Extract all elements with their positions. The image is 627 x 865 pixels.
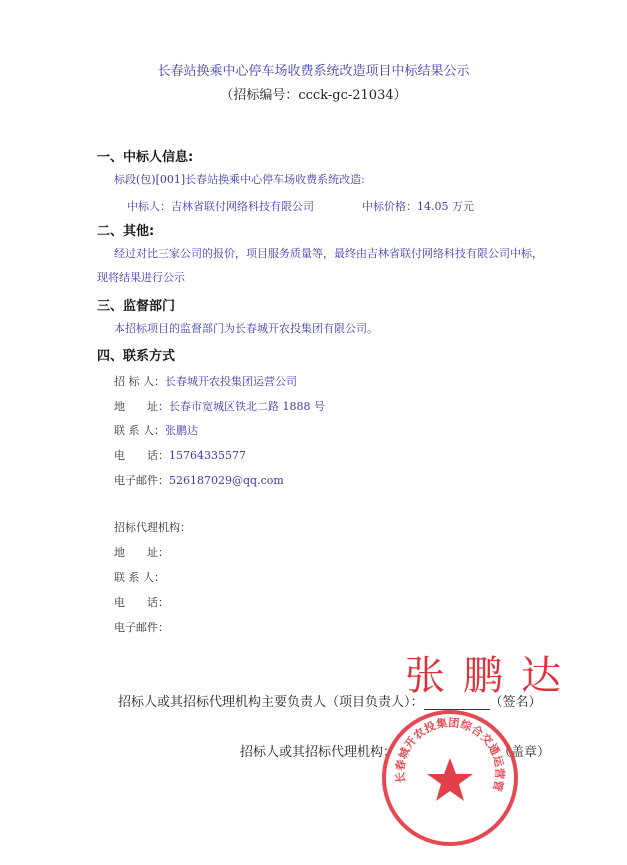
other-line-2: 现将结果进行公示 <box>97 271 185 284</box>
other-line-1: 经过对比三家公司的报价，项目服务质量等，最终由吉林省联付网络科技有限公司中标， <box>114 247 543 260</box>
address-value: 长春市宽城区铁北二路 1888 号 <box>169 400 325 413</box>
official-seal-graphic <box>380 708 520 848</box>
address-row <box>114 395 325 414</box>
agency-heading: 招标代理机构： <box>114 521 191 534</box>
agency-phone-label: 电 话： <box>114 596 169 609</box>
agency-address-label: 地 址： <box>114 546 169 559</box>
signature-line-label: 招标人或其招标代理机构主要负责人（项目负责人）： <box>118 695 424 710</box>
winner-name: 吉林省联付网络科技有限公司 <box>171 200 314 213</box>
email-label: 电子邮件： <box>114 474 169 487</box>
contact-value: 张鹏达 <box>165 424 198 437</box>
page-title: 长春站换乘中心停车场收费系统改造项目中标结果公示 <box>157 64 470 79</box>
section-supervision-heading: 三、监督部门 <box>97 299 176 314</box>
email-value[interactable]: 526187029@qq.com <box>169 474 284 487</box>
address-label: 地 址： <box>114 400 169 413</box>
seal-text: 长春城开农投集团综合交通运营管 <box>393 716 507 794</box>
phone-row <box>114 444 246 463</box>
phone-value: 15764335577 <box>169 449 246 462</box>
winner-row <box>127 195 314 214</box>
bid-number: （招标编号：ccck-gc-21034） <box>220 88 407 103</box>
agency-contact-label: 联 系 人： <box>114 571 165 584</box>
price-label: 中标价格： <box>362 200 417 213</box>
tenderer-label: 招 标 人： <box>114 375 165 388</box>
stamp-suffix: （盖章） <box>498 745 551 760</box>
lot-line: 标段(包)[001]长春站换乘中心停车场收费系统改造: <box>114 173 365 186</box>
section-winner-heading: 一、中标人信息: <box>97 150 194 165</box>
supervision-text: 本招标项目的监督部门为长春城开农投集团有限公司。 <box>114 322 378 335</box>
winner-label: 中标人： <box>127 200 171 213</box>
price-value: 14.05 万元 <box>417 200 474 213</box>
contact-row <box>114 419 198 438</box>
stamp-line <box>240 741 396 760</box>
contact-label: 联 系 人： <box>114 424 165 437</box>
email-row <box>114 469 284 488</box>
agency-email-label: 电子邮件： <box>114 621 169 634</box>
signature-suffix: （签名） <box>489 695 542 710</box>
tenderer-row <box>114 370 297 389</box>
stamp-line-label: 招标人或其招标代理机构： <box>240 745 397 760</box>
phone-label: 电 话： <box>114 449 169 462</box>
price-row <box>362 195 474 214</box>
official-seal <box>380 708 520 848</box>
tenderer-value: 长春城开农投集团运营公司 <box>165 375 297 388</box>
handwritten-signature: 张鹏达 <box>405 653 579 699</box>
section-contact-heading: 四、联系方式 <box>97 349 176 364</box>
section-other-heading: 二、其他: <box>97 224 155 239</box>
